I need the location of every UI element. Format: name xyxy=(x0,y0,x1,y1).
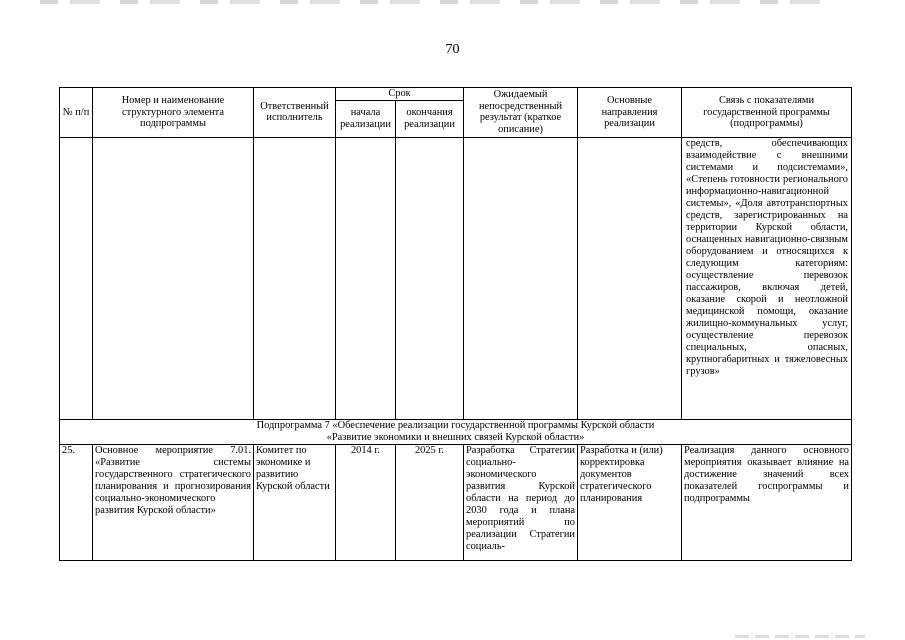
continuation-directions-cell xyxy=(578,137,682,419)
continuation-name-cell xyxy=(93,137,254,419)
row25-responsible: Комитет по экономике и развитию Курской области xyxy=(254,444,336,560)
header-directions: Основные направления реализации xyxy=(578,88,682,138)
row25-start: 2014 г. xyxy=(336,444,396,560)
row25-name: Основное мероприятие 7.01. «Развитие системы государственного стратегического планирования и прогнозирования социально-экономического развития Курской области» xyxy=(93,444,254,560)
continuation-num-cell xyxy=(60,137,93,419)
header-name: Номер и наименование структурного элемента подпрограммы xyxy=(93,88,254,138)
continuation-start-cell xyxy=(336,137,396,419)
continuation-responsible-cell xyxy=(254,137,336,419)
table-row-25 xyxy=(60,444,852,560)
subprogram-title xyxy=(60,419,852,444)
row25-result: Разработка Стратегии социально-экономического развития Курской области на период до 2030 года и плана мероприятий по реализации Стратегии социаль- xyxy=(464,444,578,560)
header-term: Срок xyxy=(336,88,464,101)
subprogram-title-line1: Подпрограмма 7 «Обеспечение реализации государственной программы Курской области xyxy=(256,419,655,431)
program-table xyxy=(59,87,852,561)
header-indicators: Связь с показателями государственной программы (подпрограммы) xyxy=(682,88,852,138)
subprogram-section-row xyxy=(60,419,852,444)
header-term-end: окончания реализации xyxy=(396,100,464,137)
header-num: № п/п xyxy=(60,88,93,138)
row25-end: 2025 г. xyxy=(396,444,464,560)
header-responsible: Ответственный исполнитель xyxy=(254,88,336,138)
row25-num: 25. xyxy=(60,444,93,560)
continuation-end-cell xyxy=(396,137,464,419)
continuation-row xyxy=(60,137,852,419)
continuation-result-cell xyxy=(464,137,578,419)
row25-indicators: Реализация данного основного мероприятия оказывает влияние на достижение значений всех показателей госпрограммы и подпрограммы xyxy=(682,444,852,560)
scan-artifact-top xyxy=(40,0,840,4)
scan-artifact-bottom xyxy=(735,635,865,638)
row25-directions: Разработка и (или) корректировка документов стратегического планирования xyxy=(578,444,682,560)
subprogram-title-line2: «Развитие экономики и внешних связей Курской области» xyxy=(326,431,585,443)
header-term-start: начала реализации xyxy=(336,100,396,137)
header-result: Ожидаемый непосредственный результат (краткое описание) xyxy=(464,88,578,138)
page-number: 70 xyxy=(445,42,460,57)
continuation-indicators-cell: средств, обеспечивающих взаимодействие с внешними системами и подсистемами», «Степень готовности регионального информационно-навигационной системы», «Доля автотранспортных средств, зарегистрированных на территории Курской области, оснащенных навигационно-связным оборудованием и относящихся к следующим категориям: осуществление перевозок пассажиров, включая детей, оказание скорой и неотложной медицинской помощи, оказание жилищно-коммунальных услуг, осуществление перевозок специальных, опасных, крупногабаритных и тяжеловесных грузов» xyxy=(682,137,852,419)
